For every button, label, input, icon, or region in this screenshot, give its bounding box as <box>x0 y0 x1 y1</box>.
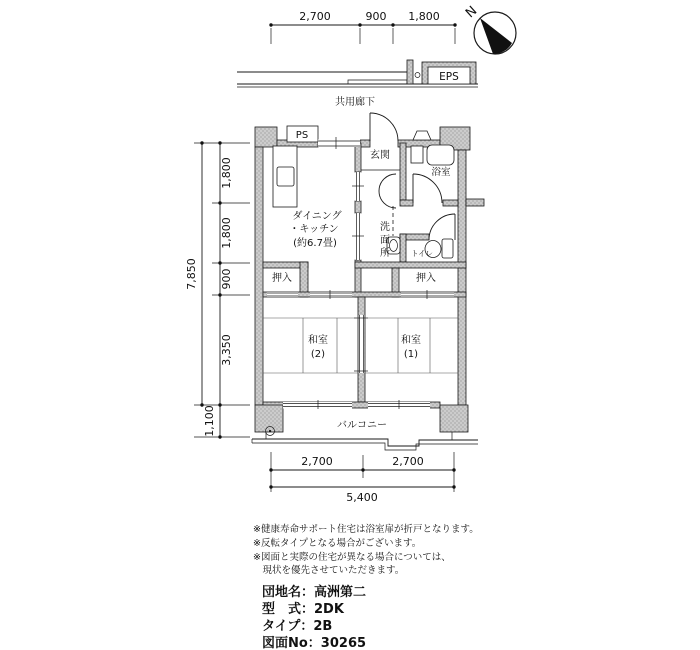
dimension-bottom <box>269 452 455 504</box>
title-danchi-name: 団地名：高洲第二 <box>262 585 367 600</box>
north-label: N <box>463 3 481 22</box>
dim-bottom-1: 2,700 <box>301 455 333 468</box>
bathtub <box>427 145 454 165</box>
dim-left-2: 1,800 <box>220 217 233 249</box>
entry-door-swing <box>370 113 398 141</box>
balcony-pillar-left <box>255 405 283 432</box>
common-corridor <box>237 60 478 108</box>
toilet-label: トイレ <box>410 249 434 258</box>
dim-top-3: 1,800 <box>408 10 440 23</box>
note-line-2: ※反転タイプとなる場合がございます。 <box>253 538 422 549</box>
title-block <box>262 584 366 650</box>
ps-label: PS <box>295 130 309 141</box>
dim-left-1: 1,800 <box>220 157 233 189</box>
dimension-left <box>185 141 250 438</box>
washitsu1-label-1: 和室 <box>401 335 421 346</box>
dim-top-2: 900 <box>365 10 387 23</box>
eps-wall-bar <box>407 60 413 84</box>
right-exterior-wall <box>458 150 466 405</box>
folding-door-lower <box>379 191 396 208</box>
left-exterior-wall <box>255 147 263 405</box>
folding-door-upper <box>379 174 396 191</box>
meter-box <box>413 131 431 140</box>
dim-bottom-2: 2,700 <box>392 455 424 468</box>
dimension-top <box>269 10 456 44</box>
kitchen-sink <box>277 167 294 186</box>
north-arrow <box>463 4 516 54</box>
bath-label: 浴室 <box>431 167 451 178</box>
balcony-label: バルコニー <box>337 420 387 431</box>
toilet-door-swing <box>429 214 455 240</box>
washroom-label-1: 洗 <box>380 222 390 233</box>
note-line-4: 現状を優先させていただきます。 <box>253 565 405 576</box>
dim-left-4: 3,350 <box>220 334 233 366</box>
dim-left-total: 7,850 <box>185 258 198 290</box>
eps-label: EPS <box>439 71 459 83</box>
dk-label-2: ・キッチン <box>289 224 339 235</box>
closet-right-label: 押入 <box>416 273 436 284</box>
washitsu1-label-2: (1) <box>403 349 419 360</box>
dim-balcony-depth: 1,100 <box>203 405 216 437</box>
corridor-label: 共用廊下 <box>335 97 375 108</box>
note-line-3: ※図面と実際の住宅が異なる場合については、 <box>253 552 451 563</box>
balcony-pillar-right <box>440 405 468 432</box>
washitsu2-label-1: 和室 <box>308 335 328 346</box>
toilet-tank <box>442 239 453 258</box>
dim-top-1: 2,700 <box>299 10 331 23</box>
notes-block <box>253 523 479 576</box>
title-layout-type: 型 式：2DK <box>262 602 344 617</box>
dim-bottom-total: 5,400 <box>346 491 378 504</box>
dk-label-3: (約6.7畳) <box>293 238 337 249</box>
washroom-label-2: 面 <box>380 235 390 246</box>
entrance-label: 玄関 <box>370 150 390 161</box>
washroom-label-3: 所 <box>380 248 390 259</box>
title-type: タイプ：2B <box>262 619 333 634</box>
dk-label-1: ダイニング <box>292 211 342 222</box>
washitsu2-label-2: (2) <box>310 349 326 360</box>
bath-door-swing <box>413 174 442 203</box>
title-drawing-no: 図面No：30265 <box>262 636 367 650</box>
closet-left-label: 押入 <box>272 273 292 284</box>
note-line-1: ※健康寿命サポート住宅は浴室扉が折戸となります。 <box>253 524 479 535</box>
bath-sink <box>411 146 423 163</box>
dim-left-3: 900 <box>220 268 233 290</box>
